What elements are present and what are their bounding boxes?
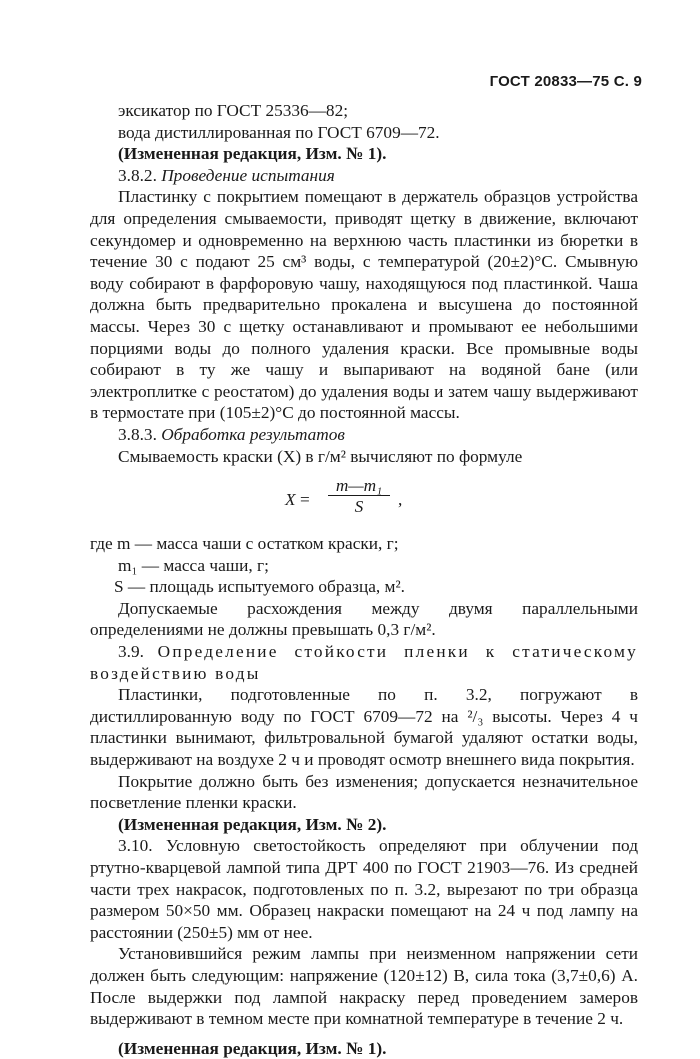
page-header: ГОСТ 20833—75 С. 9: [489, 73, 642, 90]
formula-numerator: m—m₁: [328, 477, 390, 496]
paragraph-line: Смываемость краски (X) в г/м² вычисляют по формуле: [118, 446, 523, 466]
amendment-note: (Измененная редакция, Изм. № 1).: [118, 144, 387, 164]
section-heading: [90, 424, 638, 446]
paragraph: Установившийся режим лампы при неизменном напряжении сети должен быть следующим: напряжение (120±12) В, сила тока (3,7±0,6) А. После выдержки под лампой накраску перед проведением замеров выдерживают в темном месте при комнатной температуре в течение 2 ч.: [90, 944, 638, 1029]
section-heading: [90, 165, 638, 187]
amendment-note: (Измененная редакция, Изм. № 2).: [118, 814, 387, 834]
formula-denominator: S: [354, 497, 364, 517]
section-title: Обработка результатов: [161, 424, 345, 444]
paragraph: Пластинку с покрытием помещают в держатель образцов устройства для определения смываемости, приводят щетку в движение, включают секундомер и одновременно на верхнюю часть пластинки из бюретки в течение 30 с подают 25 см³ воды, с температурой (20±2)°С. Смывную воду собирают в фарфоровую чашу, находящуюся под пластинкой. Чаша должна быть предварительно прокалена и высушена до постоянной массы. Через 30 с щетку останавливают и промывают ее небольшими порциями воды до полного удаления краски. Все промывные воды собирают в ту же чашу и выпаривают на водяной бане (или электроплитке с реостатом) до удаления воды и затем чашу выдерживают в термостате при (105±2)°С до постоянной массы.: [90, 187, 638, 423]
formula: [90, 467, 638, 533]
formula-comma: ,: [398, 490, 403, 510]
paragraph-line: вода дистиллированная по ГОСТ 6709—72.: [118, 122, 440, 142]
variable-list: [90, 533, 638, 598]
variable-definition: S — площадь испытуемого образца, м².: [114, 577, 405, 597]
formula-equals: =: [300, 490, 310, 510]
paragraph-line: эксикатор по ГОСТ 25336—82;: [118, 101, 349, 120]
section-title: Определение стойкости пленки к статическому воздействию воды: [90, 642, 638, 683]
paragraph: Допускаемые расхождения между двумя параллельными определениями не должны превышать 0,3 г/м².: [90, 598, 638, 640]
variable-definition: где m — масса чаши с остатком краски, г;: [90, 534, 399, 554]
paragraph: 3.10. Условную светостойкость определяют при облучении под ртутно-кварцевой лампой типа ДРТ 400 по ГОСТ 21903—76. Из средней части трех накрасок, подготовленых по п. 3.2, вырезают по три образца размером 50×50 мм. Образец накраски помещают на 24 ч под лампу на расстоянии (250±5) мм от нее.: [90, 836, 638, 942]
paragraph: Пластинки, подготовленные по п. 3.2, погружают в дистиллированную воду по ГОСТ 6709—72 на ²/₃ высоты. Через 4 ч пластинки вынимают, фильтровальной бумагой удаляют остатки воды, выдерживают на воздухе 2 ч и проводят осмотр внешнего вида покрытия.: [90, 685, 638, 770]
section-number: 3.8.3.: [118, 424, 162, 444]
paragraph: Покрытие должно быть без изменения; допускается незначительное посветление пленки краски.: [90, 771, 638, 813]
variable-definition: m₁ — масса чаши, г;: [118, 555, 269, 575]
document-body: [90, 100, 638, 1059]
section-number: 3.8.2.: [118, 165, 162, 185]
section-number: 3.9.: [118, 642, 158, 662]
section-title: Проведение испытания: [161, 165, 335, 185]
formula-lhs: X: [285, 490, 296, 510]
section-heading: [90, 641, 638, 684]
amendment-note: (Измененная редакция, Изм. № 1).: [118, 1038, 387, 1058]
formula-fraction: [328, 477, 390, 518]
